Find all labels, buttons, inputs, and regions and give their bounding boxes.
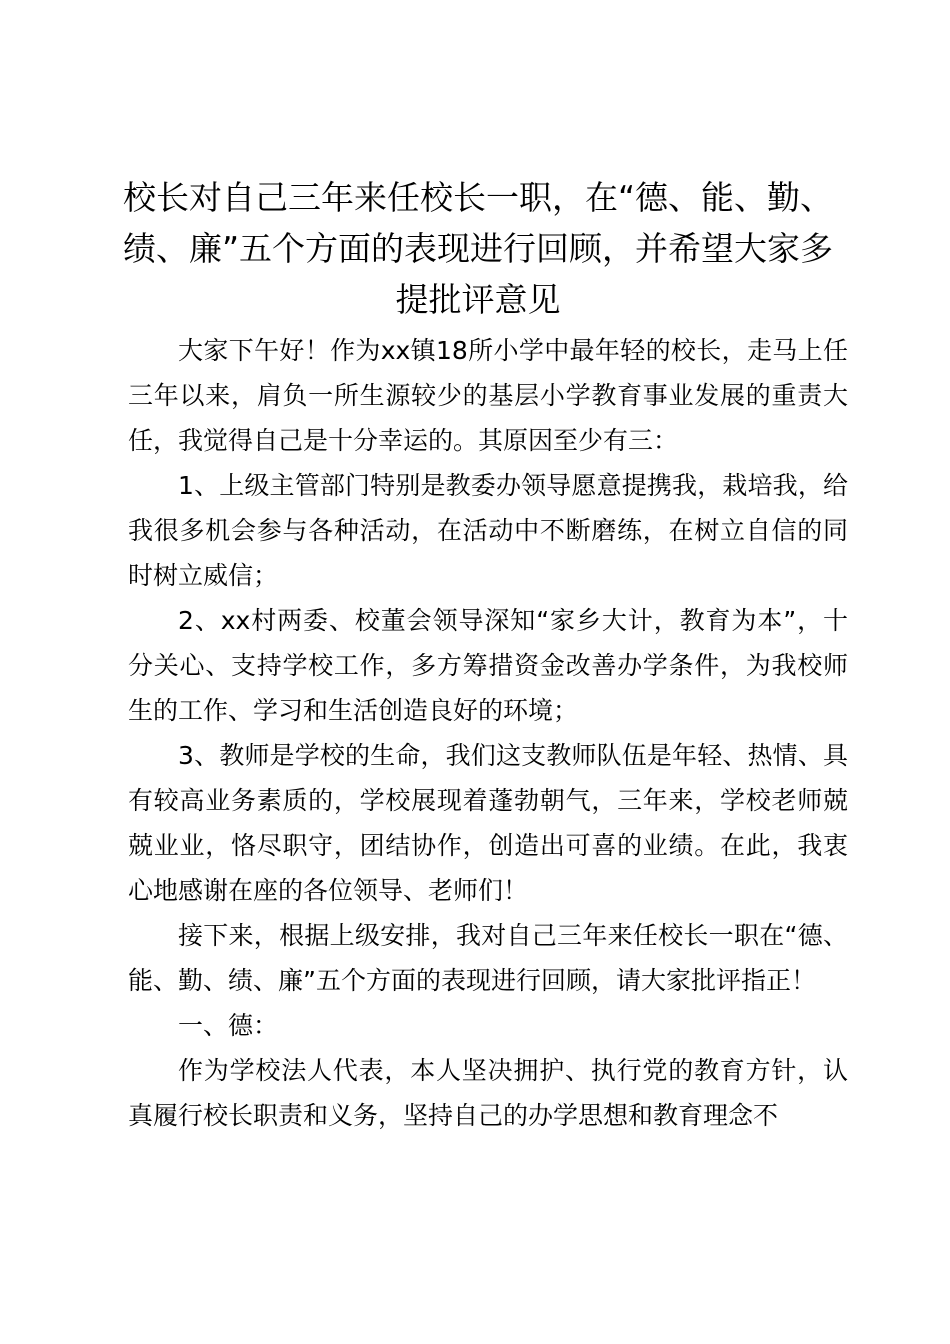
paragraph-reason-1: 1、上级主管部门特别是教委办领导愿意提携我，栽培我，给我很多机会参与各种活动，在活动中不断磨练，在树立自信的同时树立威信； [128, 471, 848, 590]
paragraph-section-de: 作为学校法人代表，本人坚决拥护、执行党的教育方针，认真履行校长职责和义务，坚持自己的办学思想和教育理念不 [128, 1056, 848, 1130]
paragraph-reason-3: 3、教师是学校的生命，我们这支教师队伍是年轻、热情、具有较高业务素质的，学校展现着蓬勃朝气，三年来，学校老师兢兢业业，恪尽职守，团结协作，创造出可喜的业绩。在此，我衷心地感谢在座的各位领导、老师们！ [128, 741, 848, 905]
section-heading-de: 一、德： [178, 1011, 279, 1040]
document-title: 校长对自己三年来任校长一职，在“德、能、勤、绩、廉”五个方面的表现进行回顾，并希望大家多提批评意见 [122, 178, 834, 319]
paragraph-reason-2: 2、xx村两委、校董会领导深知“家乡大计，教育为本”，十分关心、支持学校工作，多方筹措资金改善办学条件，为我校师生的工作、学习和生活创造良好的环境； [128, 606, 848, 725]
paragraph-transition: 接下来，根据上级安排，我对自己三年来任校长一职在“德、能、勤、绩、廉”五个方面的表现进行回顾，请大家批评指正！ [128, 921, 848, 995]
paragraph-greeting: 大家下午好！作为xx镇18所小学中最年轻的校长，走马上任三年以来，肩负一所生源较少的基层小学教育事业发展的重责大任，我觉得自己是十分幸运的。其原因至少有三： [128, 336, 848, 455]
document-body [128, 328, 848, 1138]
